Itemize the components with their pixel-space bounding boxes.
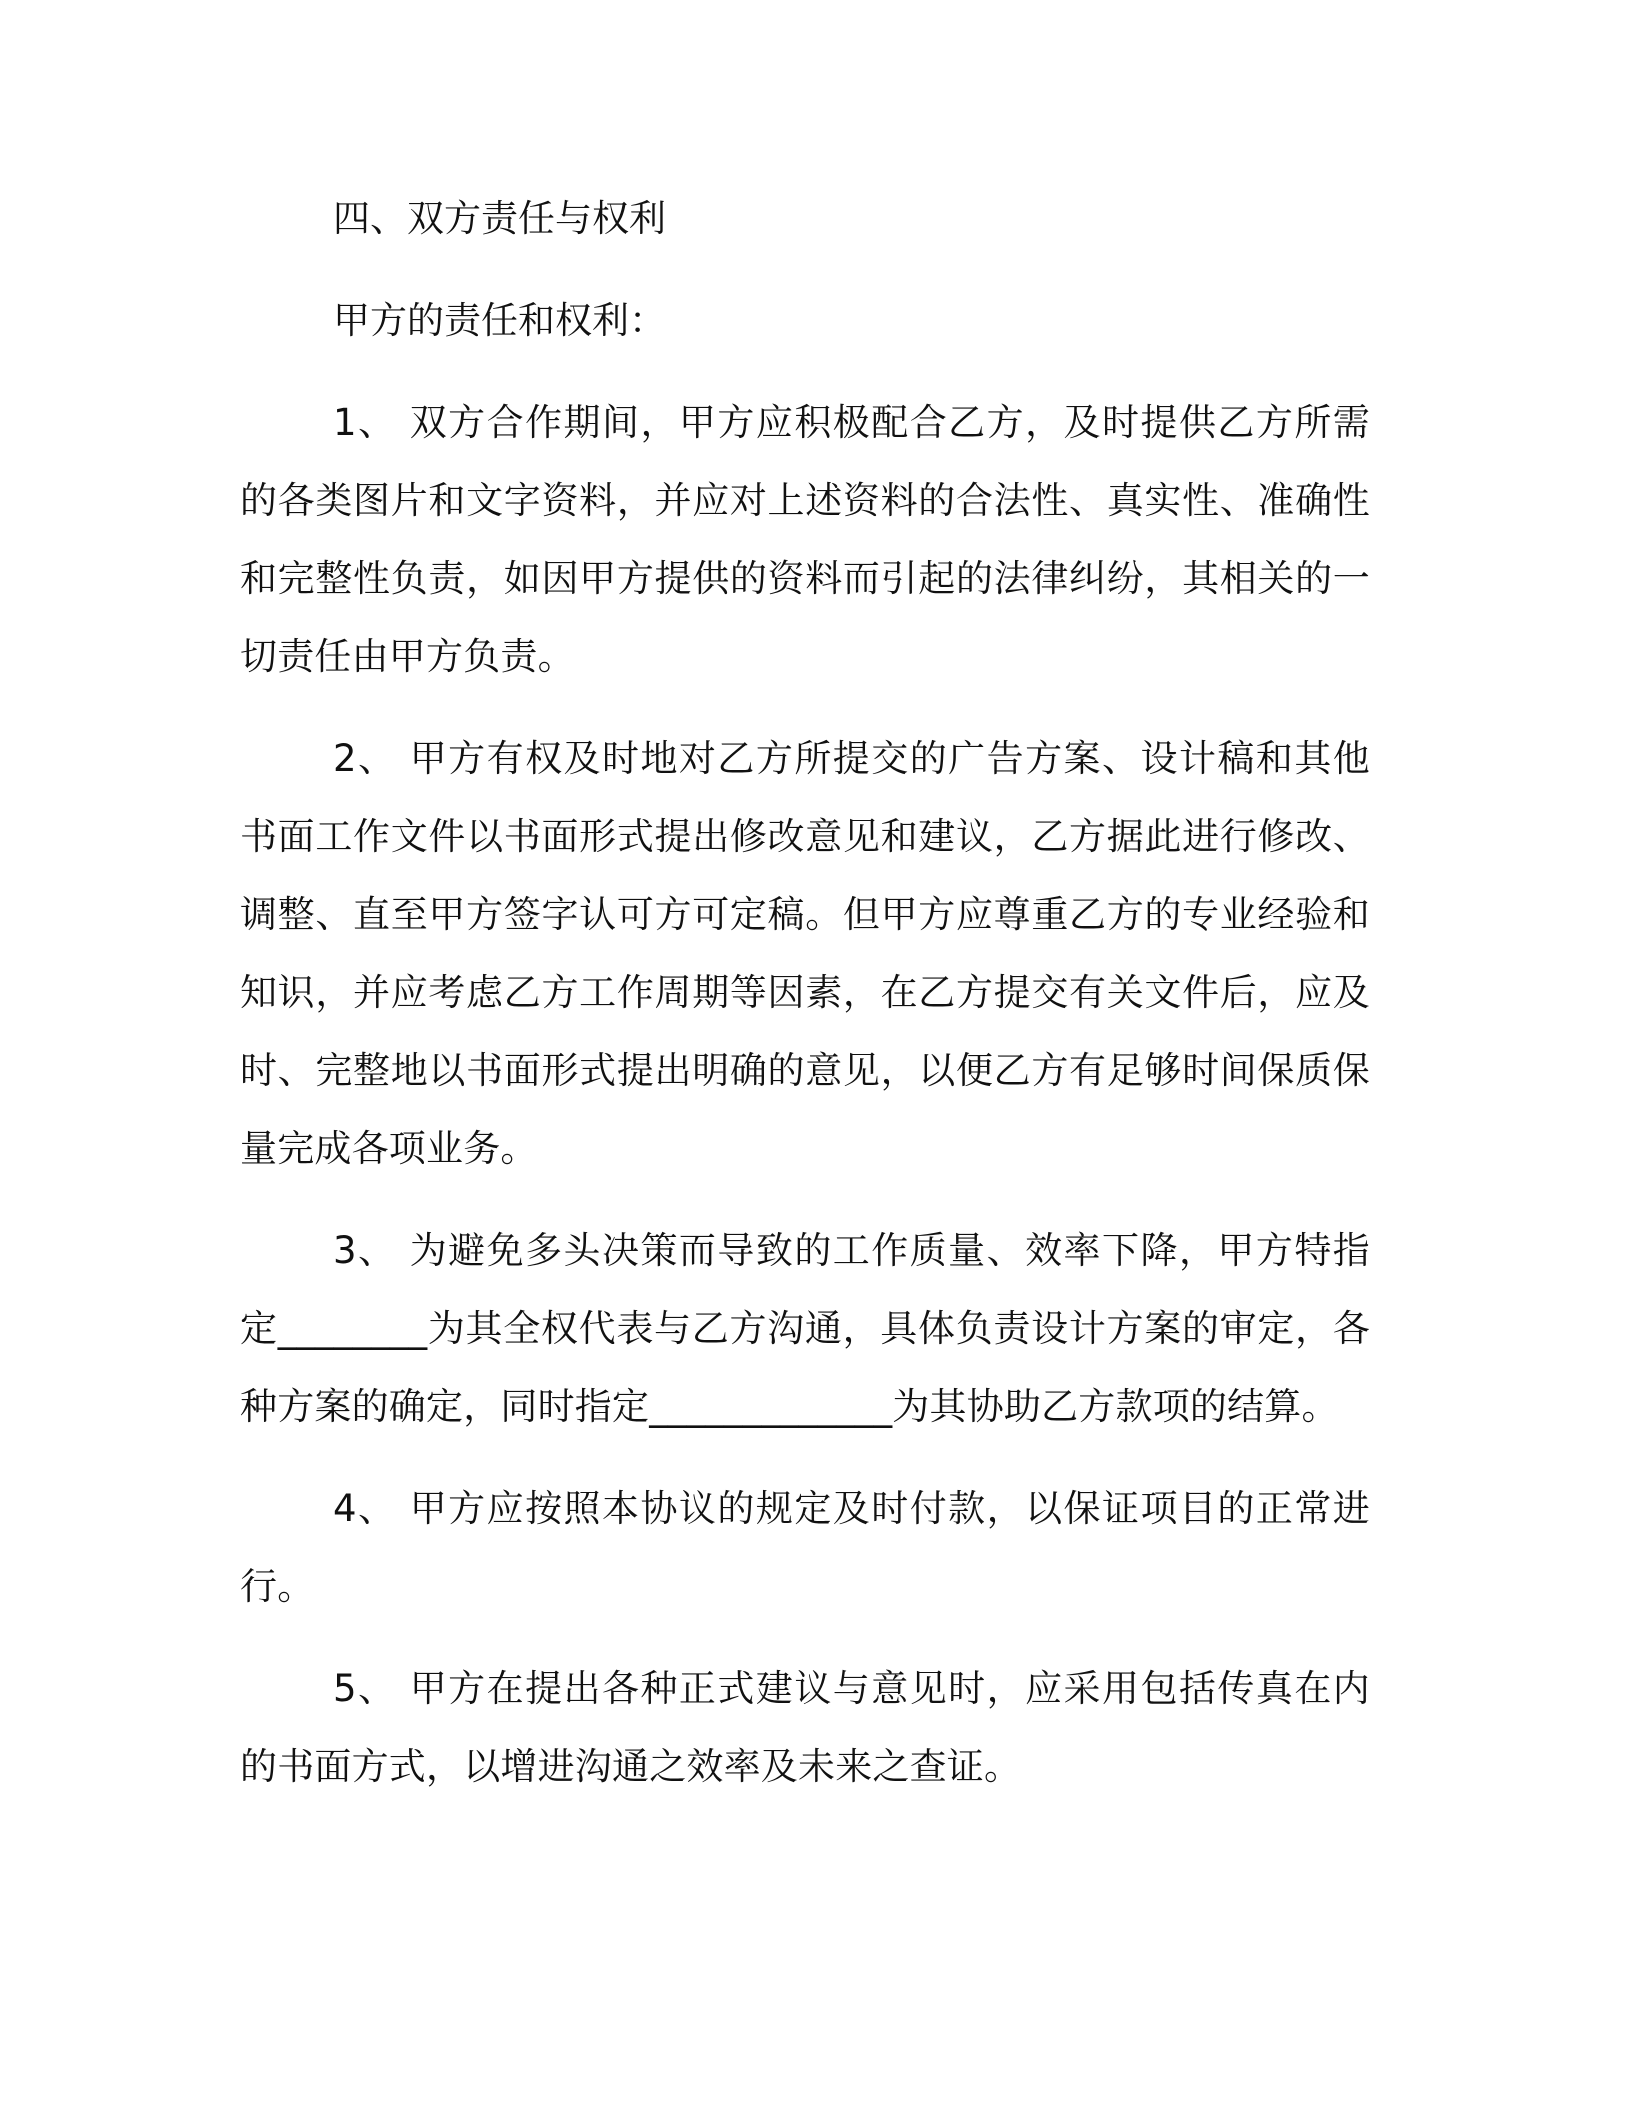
paragraph-2: 2、 甲方有权及时地对乙方所提交的广告方案、设计稿和其他书面工作文件以书面形式提出修改意见和建议，乙方据此进行修改、调整、直至甲方签字认可方可定稿。但甲方应尊重乙方的专业经验和知识，并应考虑乙方工作周期等因素，在乙方提交有关文件后，应及时、完整地以书面形式提出明确的意见，以便乙方有足够时间保质保量完成各项业务。	[240, 737, 1370, 1170]
paragraph-5: 5、 甲方在提出各种正式建议与意见时，应采用包括传真在内的书面方式，以增进沟通之效率及未来之查证。	[240, 1667, 1370, 1788]
paragraph-1: 1、 双方合作期间，甲方应积极配合乙方，及时提供乙方所需的各类图片和文字资料，并应对上述资料的合法性、真实性、准确性和完整性负责，如因甲方提供的资料而引起的法律纠纷，其相关的一切责任由甲方负责。	[240, 401, 1370, 678]
paragraph-4: 4、 甲方应按照本协议的规定及时付款，以保证项目的正常进行。	[240, 1487, 1370, 1608]
document-body	[240, 180, 1370, 1806]
subsection-title: 甲方的责任和权利：	[333, 299, 666, 342]
section-title: 四、双方责任与权利	[333, 197, 666, 240]
paragraph-3: 3、 为避免多头决策而导致的工作质量、效率下降，甲方特指定________为其全权代表与乙方沟通，具体负责设计方案的审定，各种方案的确定，同时指定_____________为其协助乙方款项的结算。	[240, 1229, 1370, 1428]
